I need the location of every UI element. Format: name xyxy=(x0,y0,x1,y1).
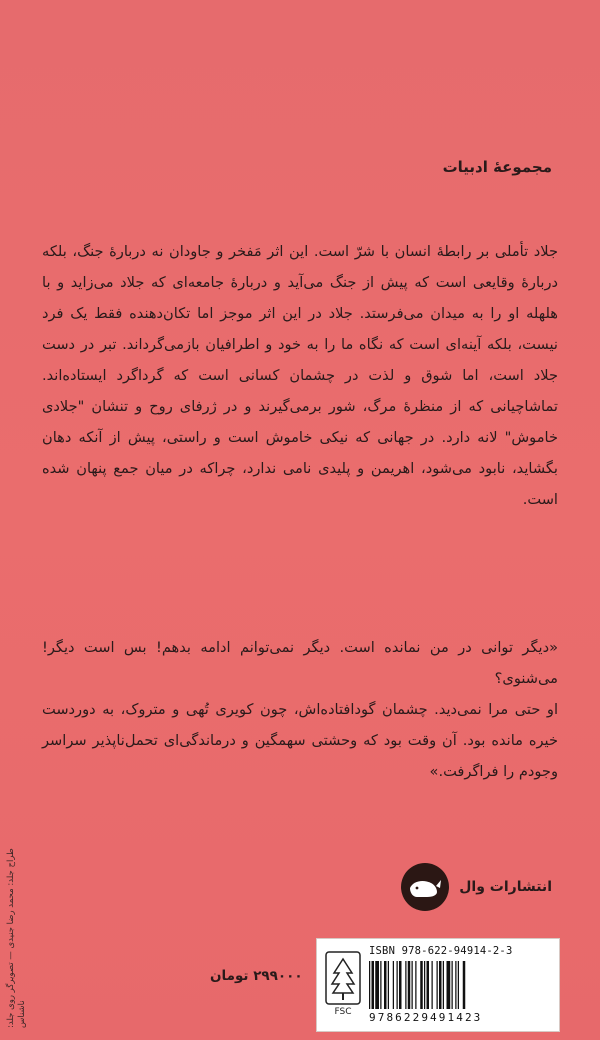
description-paragraph xyxy=(42,236,558,515)
barcode-bar xyxy=(463,961,466,1009)
barcode-bar xyxy=(432,961,433,1009)
quote-line-1: «دیگر توانی در من نمانده است. دیگر نمی‌توانم ادامه بدهم! بس است دیگر! می‌شنوی؟ xyxy=(42,639,558,687)
quote-line-2: او حتی مرا نمی‌دید. چشمان گودافتاده‌اش، چون کویری تُهی و متروک، به دوردست خیره مانده بود. آن وقت بود که وحشتی سهمگین و درماندگی‌ای تحمل‌ناپذیر سراسر وجودم را فراگرفت.» xyxy=(42,701,558,780)
barcode-bar xyxy=(388,961,389,1009)
quote-block xyxy=(42,632,558,787)
cover-credits: طراح جلد: محمد رضا جنیدی — تصویرگر روی جلد: ناشناس xyxy=(6,848,27,1028)
isbn-text: ISBN 978-622-94914-2-3 xyxy=(369,945,513,957)
barcode-bar xyxy=(437,961,438,1009)
barcode-bar xyxy=(384,961,387,1009)
barcode-panel xyxy=(316,938,560,1032)
barcode-bar xyxy=(447,961,451,1009)
barcode-bar xyxy=(424,961,425,1009)
barcode-bar xyxy=(455,961,456,1009)
barcode-digits: 9786229491423 xyxy=(369,1011,483,1024)
barcode-bar xyxy=(412,961,413,1009)
barcode-bar xyxy=(380,961,381,1009)
whale-logo-icon xyxy=(401,863,449,911)
barcode-bar xyxy=(405,961,406,1009)
description-text: جلاد تأملی بر رابطهٔ انسان با شرّ است. این اثر مَفخر و جاودان نه دربارهٔ جنگ، بلکه دربارهٔ وقایعی است که پیش از جنگ می‌آید و دربارهٔ جامعه‌ای که جلاد می‌زاید و با هلهله او را به میدان می‌فرستد. جلاد در این اثر موجز اما تکان‌دهنده فقط یک فرد نیست، بلکه آینه‌ای است که نگاه ما را به خود و اطرافیان بازمی‌گرداند. تبر در دست جلاد است، اما شوق و لذت در چشمان کسانی است که گرداگرد ایستاده‌اند. تماشاچیانی که از منظرهٔ مرگ، شور برمی‌گیرند و در ژرفای روح و تنشان "جلادی خاموش" لانه دارد. در جهانی که نیکی خاموش است و راستی، پیش از آنکه دهان بگشاید، نابود می‌شود، اهریمن و پلیدی نامی ندارد، چراکه در میان جمع پنهان شده است. xyxy=(42,243,558,508)
barcode-bar xyxy=(393,961,394,1009)
barcode-bar xyxy=(372,961,375,1009)
barcode-bar xyxy=(420,961,423,1009)
barcode-bar xyxy=(443,961,444,1009)
barcode-bar xyxy=(452,961,453,1009)
barcode-bars xyxy=(369,961,549,1009)
barcode-bar xyxy=(397,961,398,1009)
barcode-bar xyxy=(458,961,459,1009)
publisher-name: انتشارات وال xyxy=(459,879,552,895)
price: ۲۹۹۰۰۰ تومان xyxy=(210,968,303,984)
barcode-bar xyxy=(415,961,416,1009)
fsc-label: FSC xyxy=(334,1007,352,1017)
barcode-bar xyxy=(408,961,411,1009)
barcode-bar xyxy=(439,961,442,1009)
series-title: مجموعهٔ ادبیات xyxy=(442,158,552,176)
barcode-bar xyxy=(427,961,430,1009)
publisher xyxy=(401,863,552,911)
barcode-bar xyxy=(399,961,402,1009)
barcode-bar xyxy=(375,961,379,1009)
barcode-bar xyxy=(369,961,370,1009)
